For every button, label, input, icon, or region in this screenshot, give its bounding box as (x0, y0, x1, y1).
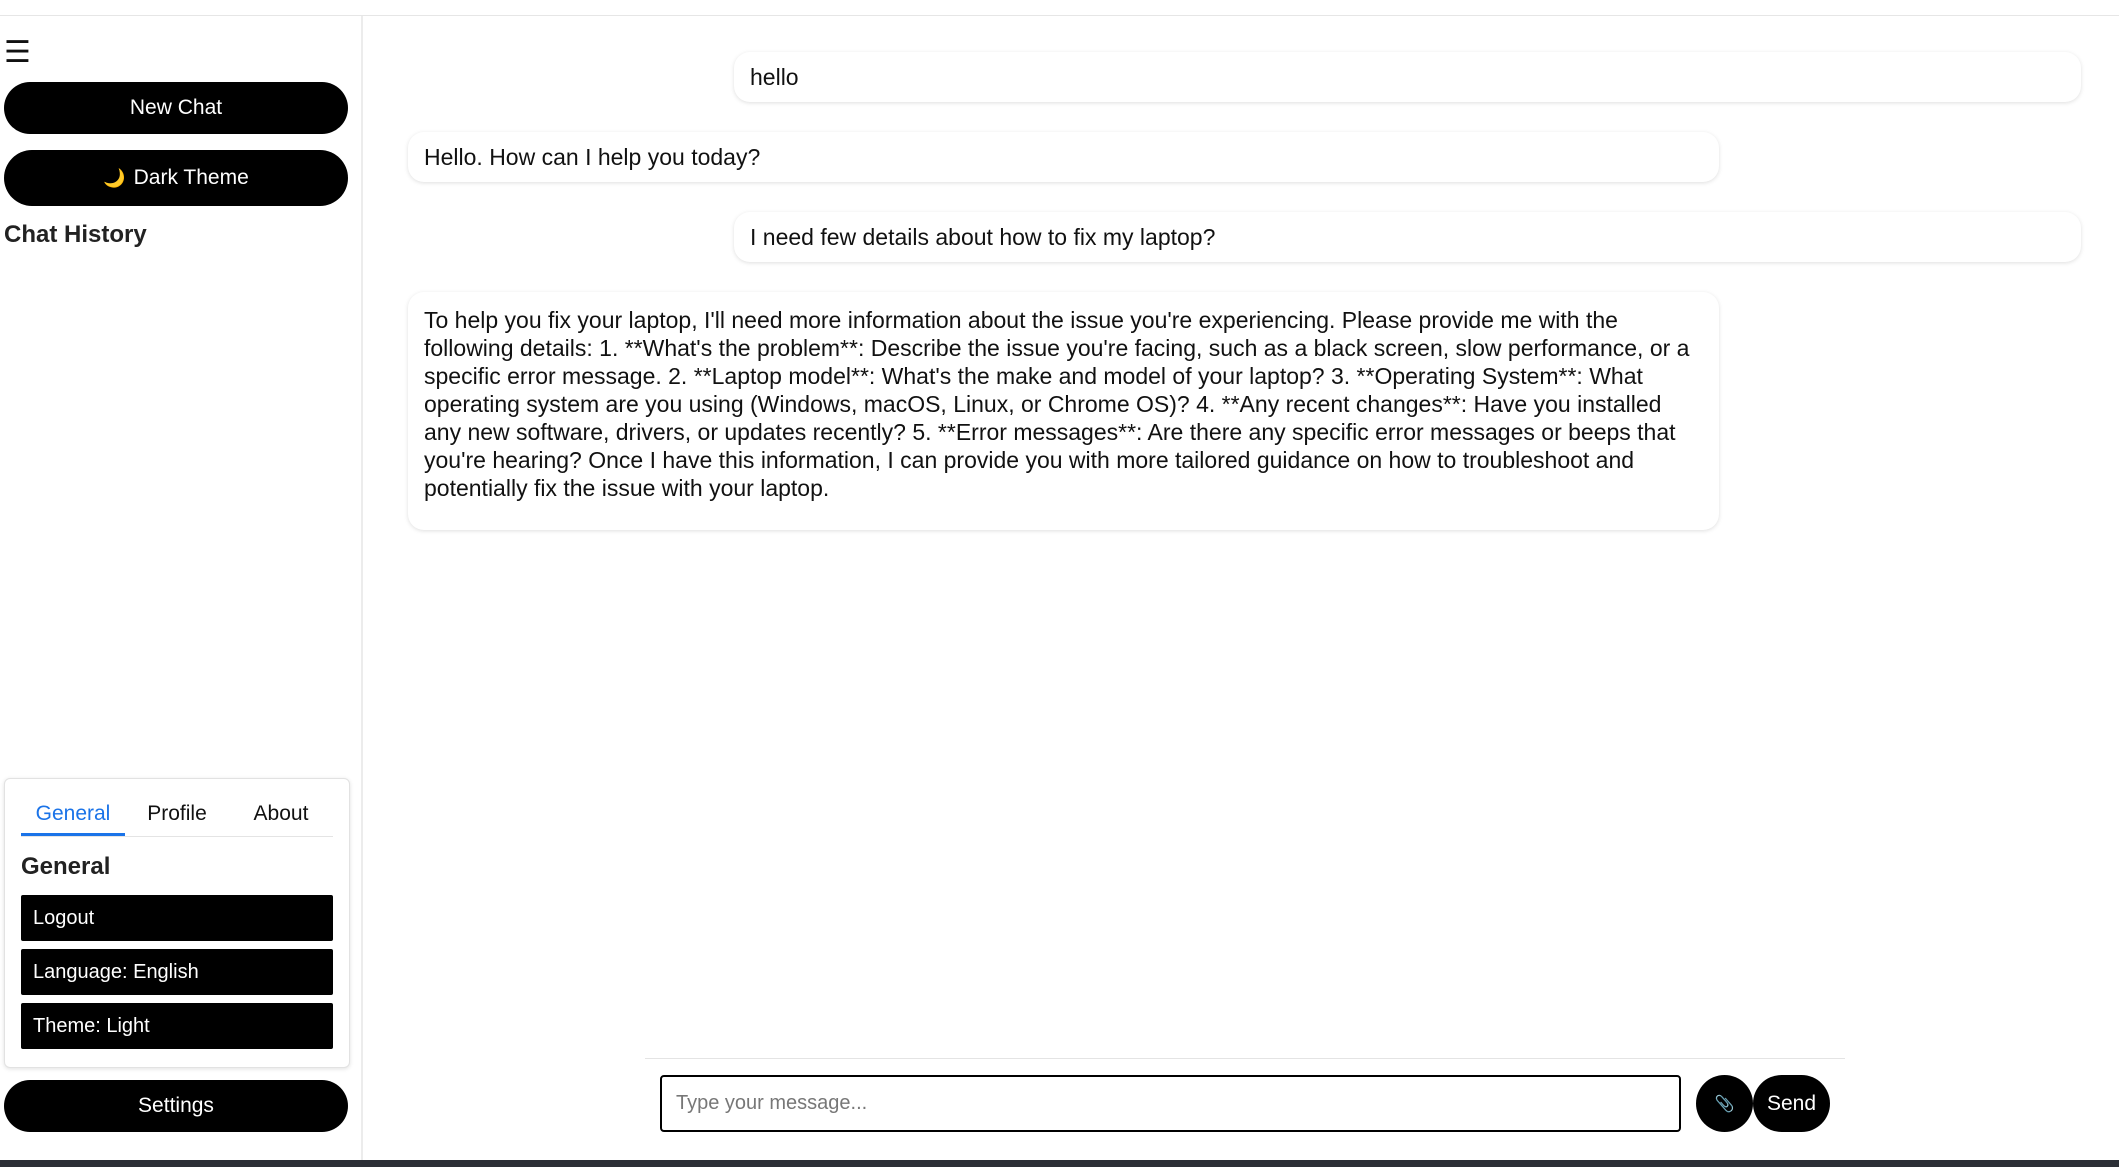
theme-button[interactable]: Theme: Light (21, 1003, 333, 1049)
tab-profile[interactable]: Profile (147, 802, 207, 825)
tab-about[interactable]: About (253, 802, 309, 825)
paperclip-icon: 📎 (1714, 1095, 1735, 1113)
settings-button[interactable] (4, 1080, 348, 1132)
send-button[interactable] (1753, 1075, 1830, 1132)
user-message: hello (734, 52, 2081, 102)
top-bar (0, 0, 2119, 16)
settings-panel (4, 778, 350, 1068)
chat-area (363, 16, 2119, 1160)
new-chat-button[interactable] (4, 82, 348, 134)
bottom-bar (0, 1160, 2119, 1167)
attach-button[interactable] (1696, 1075, 1753, 1132)
dark-theme-button[interactable] (4, 150, 348, 206)
new-chat-label: New Chat (129, 96, 223, 119)
chat-history-title: Chat History (4, 221, 147, 248)
settings-tabs (21, 794, 333, 837)
assistant-message: To help you fix your laptop, I'll need more information about the issue you're experiencing. Please provide me with the following details: 1. **What's the problem**: Describe the issue you're facing, such as a black screen, slow performance, or a specific error message. 2. **Laptop model**: What's the make and model of your laptop? 3. **Operating System**: What operating system are you using (Windows, macOS, Linux, or Chrome OS)? 4. **Any recent changes**: Have you installed any new software, drivers, or updates recently? 5. **Error messages**: Are there any specific error messages or beeps that you're hearing? Once I have this information, I can provide you with more tailored guidance on how to troubleshoot and potentially fix the issue with your laptop. (408, 292, 1719, 530)
message-composer (645, 1058, 1845, 1161)
tab-general[interactable]: General (21, 794, 125, 836)
panel-heading: General (21, 853, 111, 880)
moon-icon: 🌙 (103, 167, 126, 188)
send-label: Send (1766, 1091, 1817, 1115)
sidebar (0, 16, 363, 1160)
assistant-message: Hello. How can I help you today? (408, 132, 1719, 182)
menu-icon[interactable]: ☰ (4, 36, 31, 69)
logout-button[interactable]: Logout (21, 895, 333, 941)
dark-theme-label: Dark Theme (133, 166, 249, 189)
settings-label: Settings (138, 1094, 214, 1117)
language-button[interactable]: Language: English (21, 949, 333, 995)
message-input[interactable] (660, 1075, 1681, 1132)
user-message: I need few details about how to fix my laptop? (734, 212, 2081, 262)
